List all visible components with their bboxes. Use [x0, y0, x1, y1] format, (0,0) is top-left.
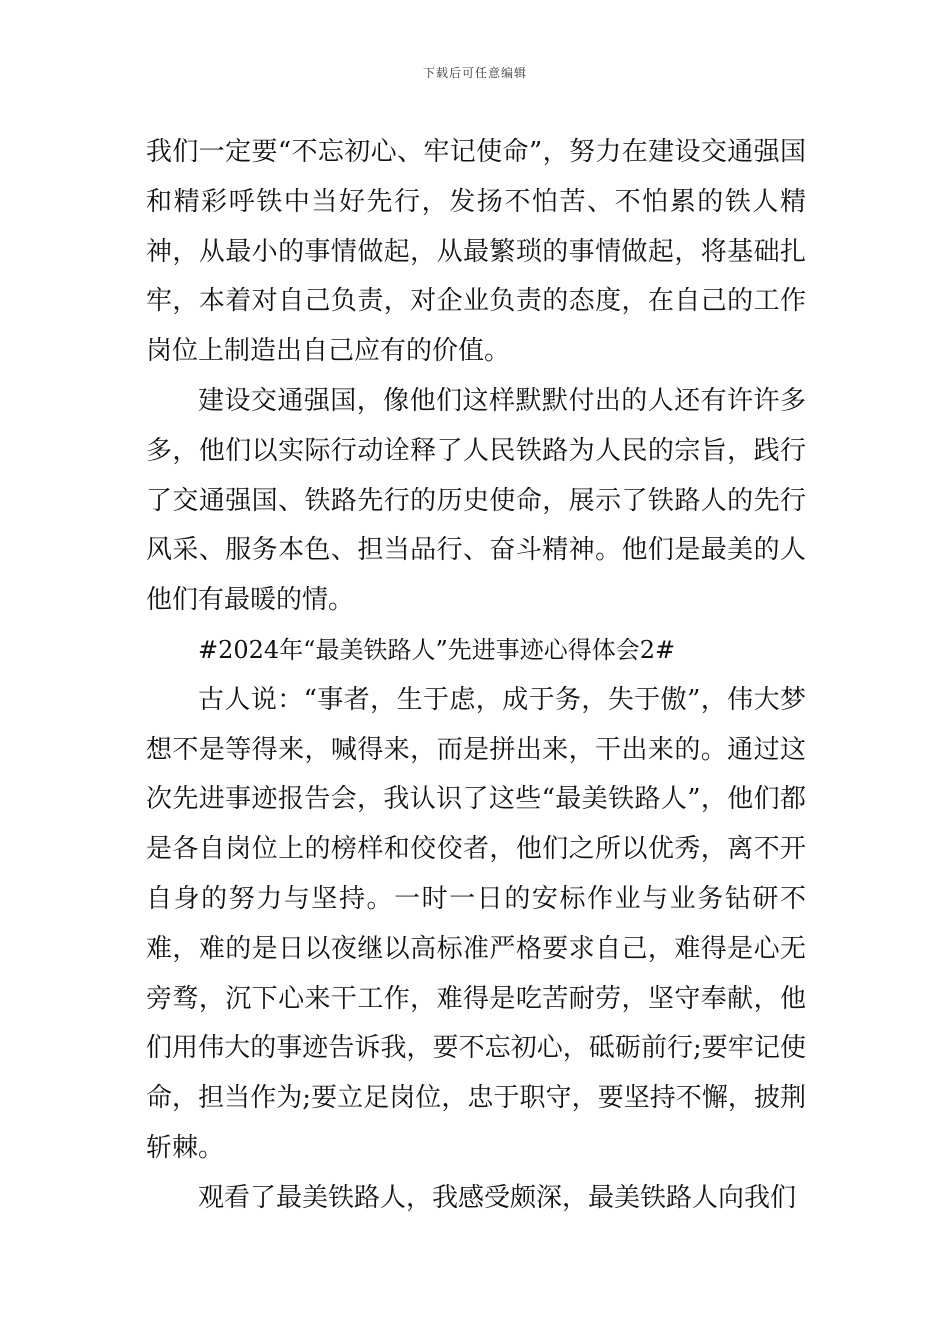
section-heading: #2024年“最美铁路人”先进事迹心得体会2# [198, 635, 676, 664]
paragraph-2: 建设交通强国，像他们这样默默付出的人还有许许多多，他们以实际行动诠释了人民铁路为人民的宗旨，践行了交通强国、铁路先行的历史使命，展示了铁路人的先行风采、服务本色、担当品行、奋斗精神。他们是最美的人他们有最暖的情。 [146, 385, 806, 616]
paragraph-3: 古人说：“事者，生于虑，成于务，失于傲”，伟大梦想不是等得来，喊得来，而是拼出来，干出来的。通过这次先进事迹报告会，我认识了这些“最美铁路人”，他们都是各自岗位上的榜样和佼佼者，他们之所以优秀，离不开自身的努力与坚持。一时一日的安标作业与业务钻研不难，难的是日以夜继以高标准严格要求自己，难得是心无旁骛，沉下心来干工作，难得是吃苦耐劳，坚守奉献，他们用伟大的事迹告诉我，要不忘初心，砥砺前行;要牢记使命，担当作为;要立足岗位，忠于职守，要坚持不懈，披荆斩棘。 [146, 684, 806, 1163]
paragraph-1: 我们一定要“不忘初心、牢记使命”，努力在建设交通强国和精彩呼铁中当好先行，发扬不怕苦、不怕累的铁人精神，从最小的事情做起，从最繁琐的事情做起，将基础扎牢，本着对自己负责，对企业负责的态度，在自己的工作岗位上制造出自己应有的价值。 [146, 137, 806, 367]
paragraph-4: 观看了最美铁路人，我感受颇深，最美铁路人向我们 [198, 1182, 797, 1213]
document-body [146, 128, 806, 1224]
page-header: 下载后可任意编辑 [422, 66, 527, 80]
